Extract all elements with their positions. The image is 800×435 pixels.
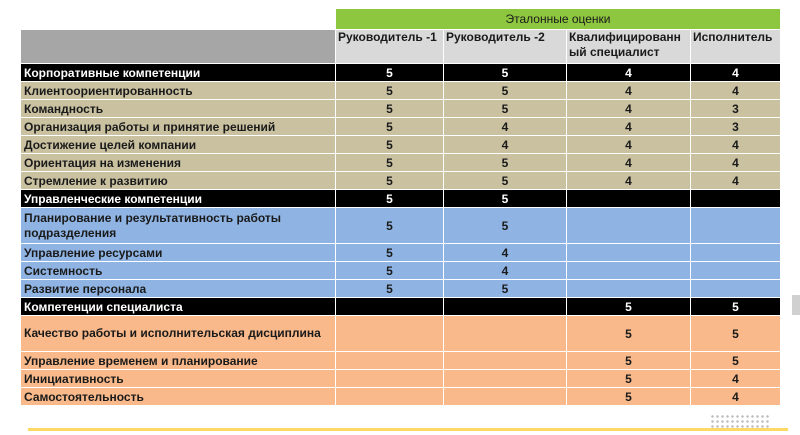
score-cell	[336, 298, 444, 316]
table-row	[21, 244, 781, 262]
score-cell: 5	[691, 352, 781, 370]
score-cell	[567, 208, 691, 244]
table-row	[21, 82, 781, 100]
score-cell	[567, 262, 691, 280]
competency-name: Корпоративные компетенции	[21, 64, 336, 82]
score-cell	[336, 388, 444, 406]
table-row	[21, 190, 781, 208]
decorative-underline	[28, 428, 788, 431]
table-row	[21, 100, 781, 118]
table-row	[21, 352, 781, 370]
score-cell	[444, 298, 567, 316]
score-cell: 4	[567, 100, 691, 118]
competency-name: Стремление к развитию	[21, 172, 336, 190]
competency-name: Планирование и результативность работы подразделения	[21, 208, 336, 244]
score-cell: 5	[336, 172, 444, 190]
score-cell: 5	[691, 298, 781, 316]
score-cell: 4	[691, 370, 781, 388]
table-row	[21, 64, 781, 82]
header-blank-cell	[21, 9, 336, 30]
score-cell	[567, 280, 691, 298]
competency-name: Качество работы и исполнительская дисциплина	[21, 316, 336, 352]
table-row	[21, 298, 781, 316]
competency-name: Инициативность	[21, 370, 336, 388]
header-group-row	[21, 9, 781, 30]
score-cell: 5	[336, 118, 444, 136]
competency-name: Командность	[21, 100, 336, 118]
score-cell	[691, 190, 781, 208]
competency-name: Системность	[21, 262, 336, 280]
score-cell: 4	[444, 244, 567, 262]
score-cell: 5	[567, 370, 691, 388]
score-cell	[336, 370, 444, 388]
score-cell	[444, 370, 567, 388]
score-cell: 4	[691, 64, 781, 82]
table-row	[21, 154, 781, 172]
score-cell: 5	[336, 262, 444, 280]
score-cell: 5	[336, 244, 444, 262]
score-cell: 5	[567, 352, 691, 370]
score-cell	[691, 280, 781, 298]
score-cell: 5	[444, 154, 567, 172]
score-cell: 4	[691, 172, 781, 190]
competency-name: Клиентоориентированность	[21, 82, 336, 100]
score-cell: 5	[336, 64, 444, 82]
score-cell: 5	[336, 208, 444, 244]
score-cell: 5	[691, 316, 781, 352]
score-cell: 4	[567, 154, 691, 172]
column-header-executor: Исполнитель	[691, 30, 781, 64]
score-cell	[444, 388, 567, 406]
score-cell	[444, 316, 567, 352]
table-row	[21, 280, 781, 298]
decorative-dots	[710, 414, 770, 428]
score-cell: 5	[336, 82, 444, 100]
score-cell	[444, 352, 567, 370]
score-cell: 5	[336, 136, 444, 154]
competency-name: Управленческие компетенции	[21, 190, 336, 208]
score-cell	[691, 244, 781, 262]
column-header-manager-1: Руководитель -1	[336, 30, 444, 64]
score-cell: 5	[336, 100, 444, 118]
score-cell: 5	[567, 388, 691, 406]
table-row	[21, 136, 781, 154]
score-cell: 4	[691, 154, 781, 172]
competency-name: Самостоятельность	[21, 388, 336, 406]
score-cell: 4	[444, 118, 567, 136]
table-row	[21, 262, 781, 280]
score-cell	[567, 244, 691, 262]
table-row	[21, 118, 781, 136]
competency-name: Развитие персонала	[21, 280, 336, 298]
score-cell: 5	[444, 82, 567, 100]
score-cell	[691, 262, 781, 280]
score-cell: 5	[444, 64, 567, 82]
score-cell: 4	[691, 388, 781, 406]
score-cell: 4	[567, 136, 691, 154]
table-row	[21, 172, 781, 190]
competency-name: Управление ресурсами	[21, 244, 336, 262]
table-row	[21, 388, 781, 406]
header-columns-row	[21, 30, 781, 64]
table-row	[21, 370, 781, 388]
score-cell	[336, 316, 444, 352]
competency-name: Компетенции специалиста	[21, 298, 336, 316]
competency-name: Управление временем и планирование	[21, 352, 336, 370]
competency-name: Достижение целей компании	[21, 136, 336, 154]
competency-name: Ориентация на изменения	[21, 154, 336, 172]
score-cell: 5	[444, 100, 567, 118]
table-body	[21, 64, 781, 406]
score-cell	[691, 208, 781, 244]
score-cell: 3	[691, 100, 781, 118]
score-cell: 4	[567, 82, 691, 100]
score-cell: 4	[691, 82, 781, 100]
score-cell: 3	[691, 118, 781, 136]
score-cell: 5	[336, 154, 444, 172]
score-cell: 4	[444, 136, 567, 154]
column-header-manager-2: Руководитель -2	[444, 30, 567, 64]
score-cell: 4	[567, 64, 691, 82]
score-cell: 5	[336, 280, 444, 298]
score-cell: 5	[444, 280, 567, 298]
reference-scores-header: Эталонные оценки	[336, 9, 781, 30]
score-cell	[336, 352, 444, 370]
score-cell: 4	[444, 262, 567, 280]
score-cell: 5	[567, 298, 691, 316]
header-gray-cell	[21, 30, 336, 64]
score-cell: 5	[444, 172, 567, 190]
table-row	[21, 208, 781, 244]
score-cell: 5	[336, 190, 444, 208]
scroll-marker	[792, 295, 800, 315]
competency-table-container	[20, 8, 781, 406]
score-cell: 4	[567, 118, 691, 136]
score-cell: 5	[567, 316, 691, 352]
table-row	[21, 316, 781, 352]
score-cell: 4	[567, 172, 691, 190]
competency-name: Организация работы и принятие решений	[21, 118, 336, 136]
competency-table	[20, 8, 781, 406]
score-cell: 4	[691, 136, 781, 154]
score-cell	[567, 190, 691, 208]
score-cell: 5	[444, 208, 567, 244]
column-header-specialist: Квалифицированный специалист	[567, 30, 691, 64]
score-cell: 5	[444, 190, 567, 208]
